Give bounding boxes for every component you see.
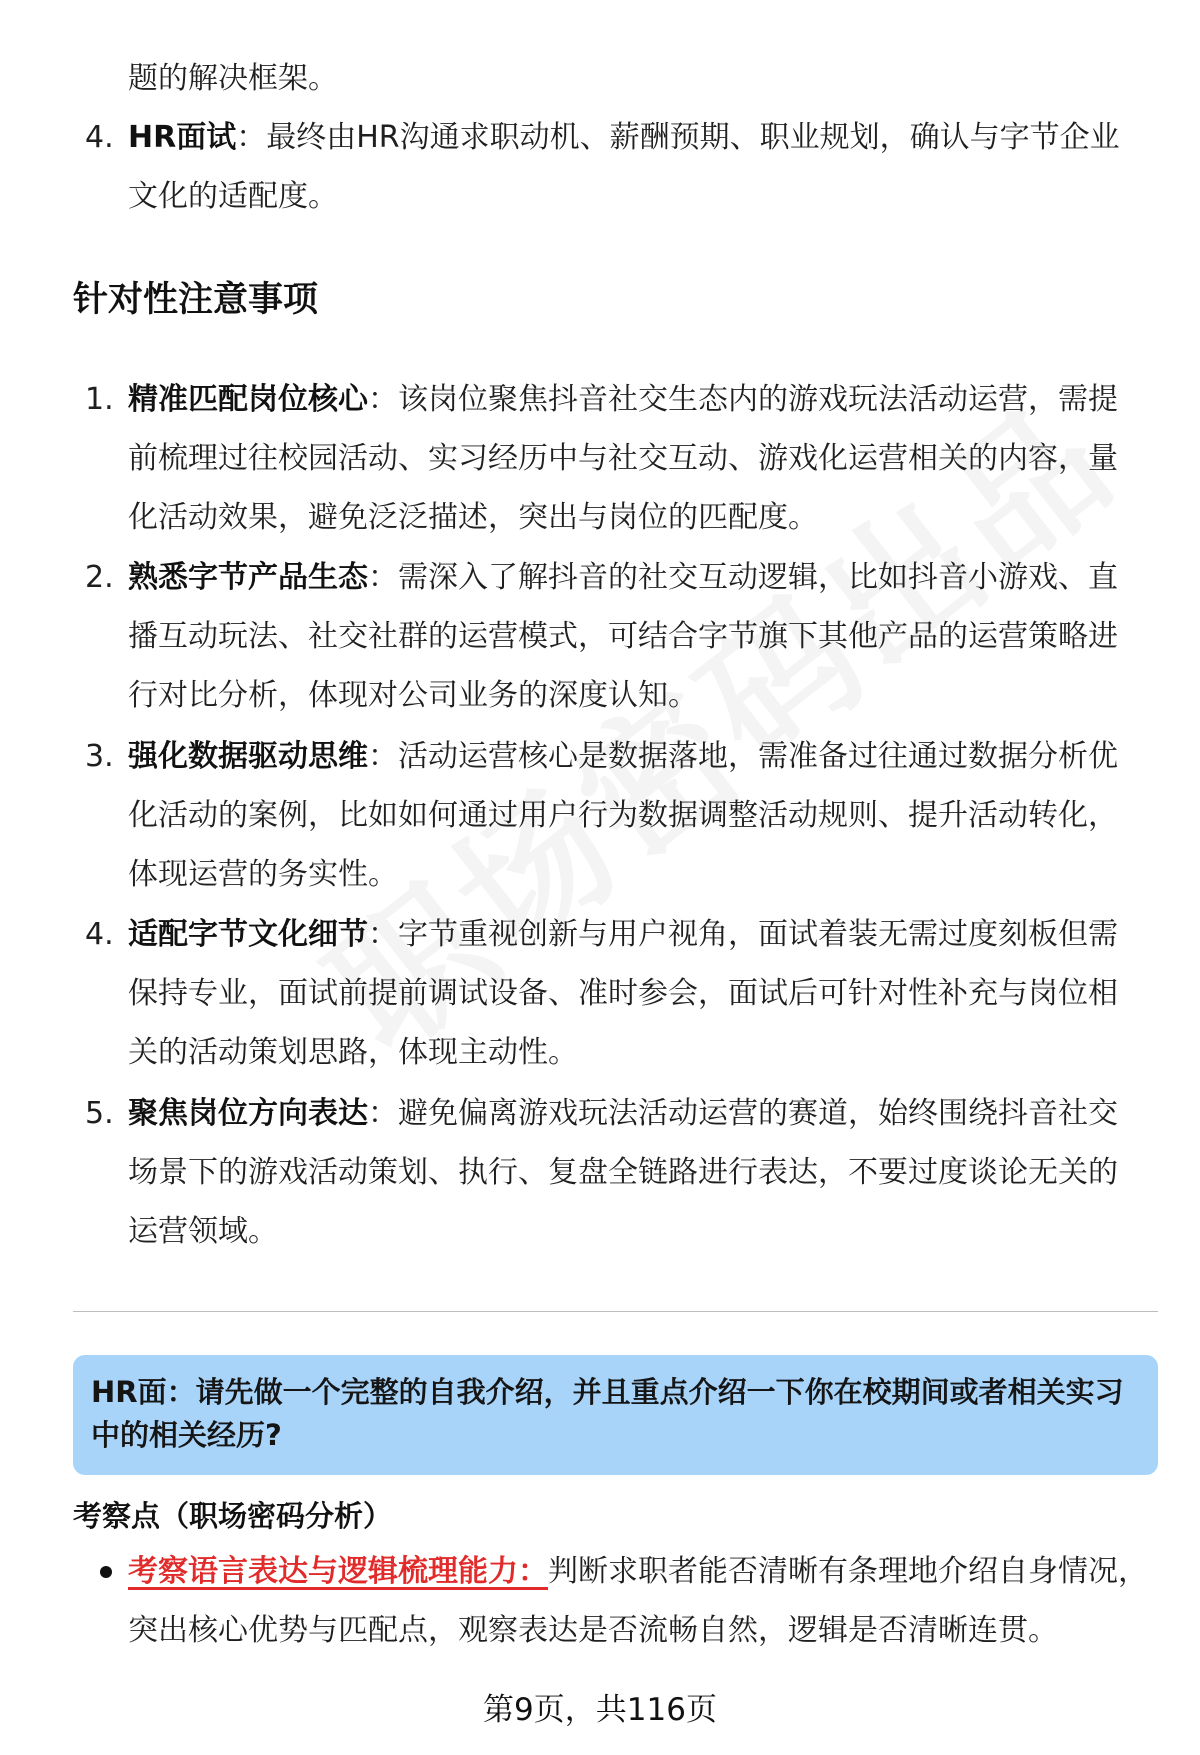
tip-item-2: 2. 熟悉字节产品生态：需深入了解抖音的社交互动逻辑，比如抖音小游戏、直播互动玩法、社交社群的运营模式，可结合字节旗下其他产品的运营策略进行对比分析，体现对公司业务的深度认知。: [85, 548, 1145, 725]
list-number: 3.: [85, 739, 114, 774]
item-text: 最终由HR沟通求职动机、薪酬预期、职业规划，确认与字节企业文化的适配度。: [128, 120, 1120, 214]
item-text: 活动运营核心是数据落地，需准备过往通过数据分析优化活动的案例，比如如何通过用户行为数据调整活动规则、提升活动转化，体现运营的务实性。: [128, 739, 1118, 892]
page-number: 第9页，共116页: [483, 1692, 717, 1728]
item-text: 字节重视创新与用户视角，面试着装无需过度刻板但需保持专业，面试前提前调试设备、准时参会，面试后可针对性补充与岗位相关的活动策划思路，体现主动性。: [128, 917, 1118, 1070]
item-text: 避免偏离游戏玩法活动运营的赛道，始终围绕抖音社交场景下的游戏活动策划、执行、复盘全链路进行表达，不要过度谈论无关的运营领域。: [128, 1096, 1118, 1249]
analysis-heading: 考察点（职场密码分析）: [73, 1499, 393, 1533]
question-text: HR面：请先做一个完整的自我介绍，并且重点介绍一下你在校期间或者相关实习中的相关经历?: [91, 1375, 1124, 1452]
highlight-label: 考察语言表达与逻辑梳理能力：: [128, 1554, 548, 1589]
divider: [73, 1311, 1158, 1312]
list-number: 5.: [85, 1096, 114, 1131]
question-callout: [73, 1355, 1158, 1475]
tip-item-5: 5. 聚焦岗位方向表达：避免偏离游戏玩法活动运营的赛道，始终围绕抖音社交场景下的游戏活动策划、执行、复盘全链路进行表达，不要过度谈论无关的运营领域。: [85, 1084, 1145, 1261]
bullet-dot: [100, 1566, 112, 1578]
bullet-line-2: 突出核心优势与匹配点，观察表达是否流畅自然，逻辑是否清晰连贯。: [128, 1613, 1058, 1648]
list-number: 4.: [85, 120, 114, 155]
item-title: 强化数据驱动思维: [128, 739, 368, 774]
list-number: 1.: [85, 382, 114, 417]
list-number: 2.: [85, 560, 114, 595]
section-heading: 针对性注意事项: [73, 280, 319, 320]
list-number: 4.: [85, 917, 114, 952]
bullet-line-1: 考察语言表达与逻辑梳理能力：判断求职者能否清晰有条理地介绍自身情况，: [128, 1554, 1148, 1589]
tip-item-3: 3. 强化数据驱动思维：活动运营核心是数据落地，需准备过往通过数据分析优化活动的案例，比如如何通过用户行为数据调整活动规则、提升活动转化，体现运营的务实性。: [85, 727, 1145, 904]
item-title: 聚焦岗位方向表达: [128, 1096, 368, 1131]
item-title: 精准匹配岗位核心: [128, 382, 368, 417]
previous-item-tail: 题的解决框架。: [128, 61, 338, 96]
item-text: 需深入了解抖音的社交互动逻辑，比如抖音小游戏、直播互动玩法、社交社群的运营模式，可结合字节旗下其他产品的运营策略进行对比分析，体现对公司业务的深度认知。: [128, 560, 1118, 713]
item-text: 该岗位聚焦抖音社交生态内的游戏玩法活动运营，需提前梳理过往校园活动、实习经历中与社交互动、游戏化运营相关的内容，量化活动效果，避免泛泛描述，突出与岗位的匹配度。: [128, 382, 1118, 535]
tip-item-1: 1. 精准匹配岗位核心：该岗位聚焦抖音社交生态内的游戏玩法活动运营，需提前梳理过往校园活动、实习经历中与社交互动、游戏化运营相关的内容，量化活动效果，避免泛泛描述，突出与岗位的匹配度。: [85, 370, 1145, 547]
round-item-hr: 4. HR面试：最终由HR沟通求职动机、薪酬预期、职业规划，确认与字节企业文化的适配度。: [85, 108, 1145, 226]
item-title: 适配字节文化细节: [128, 917, 368, 952]
tip-item-4: 4. 适配字节文化细节：字节重视创新与用户视角，面试着装无需过度刻板但需保持专业，面试前提前调试设备、准时参会，面试后可针对性补充与岗位相关的活动策划思路，体现主动性。: [85, 905, 1145, 1082]
item-title: 熟悉字节产品生态: [128, 560, 368, 595]
item-title: HR面试: [128, 120, 237, 155]
